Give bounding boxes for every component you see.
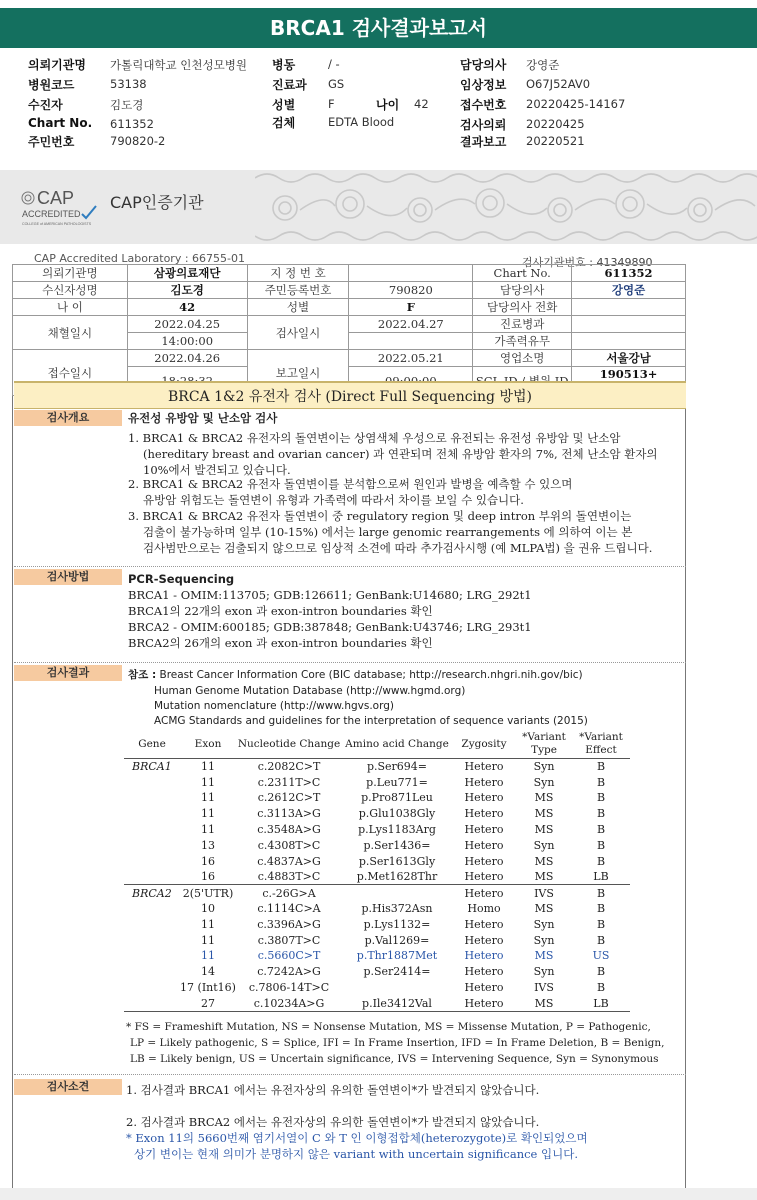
overview-line: 10%에서 발견되고 있습니다.	[143, 463, 291, 477]
variant-amino: p.Val1269=	[364, 933, 430, 947]
cap-accredited-logo	[20, 184, 110, 230]
variant-nucleotide: c.3548A>G	[257, 823, 321, 837]
info-cell: 지 정 번 호	[247, 265, 349, 282]
variant-row	[124, 869, 630, 885]
variant-zygosity: Hetero	[464, 917, 504, 931]
method-line: BRCA1 - OMIM:113705; GDB:126611; GenBank:U14680; LRG_292t1	[128, 588, 532, 602]
info-cell: 담당의사	[473, 282, 572, 299]
variant-gene	[124, 980, 180, 996]
variant-zygosity: Hetero	[464, 775, 504, 789]
info-cell: 790820	[349, 282, 473, 299]
report-header	[0, 54, 757, 150]
reference-acmg: ACMG Standards and guidelines for the interpretation of sequence variants (2015)	[154, 715, 588, 727]
results-label: 검사결과	[14, 665, 122, 681]
dept-value	[572, 316, 686, 333]
footnote: LP = Likely pathogenic, S = Splice, IFI = In Frame Insertion, IFD = In Frame Deletion, B = Benign,	[130, 1037, 665, 1049]
variant-zygosity: Hetero	[464, 981, 504, 995]
variant-nucleotide: c.2082C>T	[236, 759, 342, 775]
variant-zygosity: Hetero	[464, 933, 504, 947]
overview-line: 1. BRCA1 & BRCA2 유전자의 돌연변이는 상염색체 우성으로 유전되는 유전성 유방암 및 난소암	[128, 431, 621, 445]
variant-zygosity: Hetero	[464, 823, 504, 837]
variant-exon: 13	[201, 838, 215, 852]
variant-amino: p.Ser1436=	[363, 838, 431, 852]
draw-time: 14:00:00	[127, 333, 247, 350]
variant-row	[124, 964, 630, 980]
info-row	[13, 316, 686, 333]
variant-nucleotide: c.7242A>G	[257, 965, 321, 979]
variant-gene	[124, 932, 180, 948]
finding-brca1: 1. 검사결과 BRCA1 에서는 유전자상의 유의한 돌연변이*가 발견되지 않았습니다.	[126, 1083, 540, 1097]
reference-line	[128, 667, 583, 683]
rrn-label: 주민번호	[28, 135, 75, 149]
variant-effect: B	[596, 933, 606, 947]
variant-nucleotide: c.5660C>T	[257, 949, 321, 963]
variant-exon: 14	[201, 965, 215, 979]
result-value: 20220521	[526, 134, 585, 148]
hospital-code-label: 병원코드	[28, 78, 75, 92]
variant-zygosity: Homo	[467, 902, 501, 916]
variant-exon: 11	[180, 759, 236, 775]
hospital-code-value: 53138	[110, 77, 147, 91]
info-cell: Chart No.	[473, 265, 572, 282]
request-value: 20220425	[526, 117, 585, 131]
chart-label: Chart No.	[28, 116, 93, 130]
test-date: 2022.04.27	[349, 316, 473, 333]
variant-zygosity: Hetero	[464, 838, 504, 852]
variant-type: IVS	[516, 885, 572, 901]
variant-effect: LB	[593, 870, 609, 884]
variant-nucleotide: c.2311T>C	[257, 775, 321, 789]
variant-row	[124, 916, 630, 932]
variant-exon: 11	[201, 807, 215, 821]
variant-row	[124, 948, 630, 964]
patient-info-table	[12, 264, 686, 396]
footnote: * FS = Frameshift Mutation, NS = Nonsense Mutation, MS = Missense Mutation, P = Pathogenic,	[126, 1021, 651, 1033]
variant-type: MS	[534, 902, 554, 916]
patient-value: 김도경	[110, 98, 144, 112]
section-title: BRCA 1&2 유전자 검사 (Direct Full Sequencing 방법)	[14, 381, 686, 409]
info-row	[13, 265, 686, 282]
info-cell	[349, 265, 473, 282]
info-row	[13, 350, 686, 367]
report-date: 2022.05.21	[349, 350, 473, 367]
variant-gene: BRCA1	[124, 759, 180, 775]
info-cell: 담당의사 전화	[473, 299, 572, 316]
recv-label: 접수일시	[13, 350, 128, 396]
variant-gene	[124, 916, 180, 932]
variant-effect: B	[596, 791, 606, 805]
variant-zygosity: Hetero	[464, 949, 504, 963]
header-variant-effect: *Variant Effect	[572, 730, 630, 759]
info-cell	[572, 299, 686, 316]
dept-value: GS	[328, 77, 345, 91]
variant-gene: BRCA2	[124, 885, 180, 901]
variant-gene	[124, 806, 180, 822]
variant-effect: B	[596, 917, 606, 931]
overview-line: (hereditary breast and ovarian cancer) 과 연관되며 전체 유방암 환자의 7%, 전체 난소암 환자의	[143, 447, 658, 461]
variant-exon: 11	[201, 791, 215, 805]
variant-effect: B	[596, 823, 606, 837]
variant-gene	[124, 837, 180, 853]
overview-line: 2. BRCA1 & BRCA2 유전자 돌연변이를 분석함으로써 원인과 발병을 예측할 수 있으며	[128, 477, 573, 491]
variant-zygosity: Hetero	[452, 995, 516, 1011]
variant-nucleotide: c.10234A>G	[236, 995, 342, 1011]
draw-date: 2022.04.25	[127, 316, 247, 333]
cloud-pattern-decoration	[255, 170, 757, 244]
variant-type: MS	[534, 870, 554, 884]
overview-line: 유방암 위험도는 돌연변이 유형과 가족력에 따라서 차이를 보일 수 있습니다.	[143, 493, 524, 507]
variant-type: MS	[534, 823, 554, 837]
cap-logo-text: CAP	[37, 188, 75, 208]
variant-exon: 17 (Int16)	[180, 981, 236, 995]
variant-exon: 11	[201, 949, 215, 963]
info-cell: 성별	[247, 299, 349, 316]
checkmark-icon	[82, 206, 96, 218]
variant-row	[124, 822, 630, 838]
variant-effect: B	[596, 838, 606, 852]
variant-header-row	[124, 730, 630, 759]
overview-line: 3. BRCA1 & BRCA2 유전자 돌연변이 중 regulatory region 및 deep intron 부위의 돌연변이는	[128, 509, 632, 523]
variant-type: MS	[534, 807, 554, 821]
variant-amino: p.Ile3412Val	[342, 995, 452, 1011]
variant-exon: 10	[201, 902, 215, 916]
variant-gene	[124, 948, 180, 964]
sex-value: F	[328, 97, 335, 111]
variant-row	[124, 932, 630, 948]
result-label: 결과보고	[460, 135, 507, 149]
receipt-value: 20220425-14167	[526, 97, 626, 111]
specimen-value: EDTA Blood	[328, 115, 395, 129]
variant-effect: B	[572, 885, 630, 901]
divider	[14, 1074, 686, 1075]
age-value: 42	[414, 97, 429, 111]
header-gene: Gene	[124, 730, 180, 759]
reference-bic: Breast Cancer Information Core (BIC database; http://research.nhgri.nih.gov/bic)	[159, 669, 583, 681]
test-label: 검사일시	[247, 316, 349, 350]
variant-row	[124, 995, 630, 1011]
info-cell: 김도경	[127, 282, 247, 299]
variant-zygosity: Hetero	[464, 965, 504, 979]
clinical-value: O67J52AV0	[526, 77, 591, 91]
info-cell: F	[349, 299, 473, 316]
variant-zygosity: Hetero	[464, 791, 504, 805]
findings-label: 검사소견	[14, 1079, 122, 1095]
info-cell: 611352	[572, 265, 686, 282]
method-line: BRCA1의 22개의 exon 과 exon-intron boundaries 확인	[128, 604, 433, 618]
header-variant-type: *Variant Type	[516, 730, 572, 759]
doctor-label: 담당의사	[460, 58, 507, 72]
reference-hgvs: Mutation nomenclature (http://www.hgvs.org)	[154, 700, 394, 712]
report-label: 보고일시	[247, 350, 349, 396]
divider	[14, 566, 686, 567]
variant-gene	[124, 869, 180, 885]
report-title: BRCA1 검사결과보고서	[0, 8, 757, 48]
variant-exon: 11	[201, 933, 215, 947]
variant-amino	[342, 980, 452, 996]
header-exon: Exon	[180, 730, 236, 759]
family-value	[572, 333, 686, 350]
cap-lab-number: CAP Accredited Laboratory : 66755-01	[34, 252, 245, 265]
variant-nucleotide: c.3807T>C	[257, 933, 321, 947]
rrn-value: 790820-2	[110, 134, 166, 148]
variant-amino: p.Leu771=	[366, 775, 428, 789]
cap-certified-title: CAP인증기관	[110, 193, 204, 212]
age-label: 나이	[376, 98, 400, 112]
variant-amino: p.Glu1038Gly	[358, 807, 436, 821]
variant-type: Syn	[533, 933, 555, 947]
method-label: 검사방법	[14, 569, 122, 585]
variant-zygosity: Hetero	[464, 854, 504, 868]
clinical-label: 임상정보	[460, 78, 507, 92]
variant-row	[124, 806, 630, 822]
variant-nucleotide: c.3113A>G	[257, 807, 321, 821]
info-cell: 나 이	[13, 299, 128, 316]
receipt-label: 접수번호	[460, 98, 507, 112]
variant-amino: p.Pro871Leu	[361, 791, 433, 805]
sales-label: 영업소명	[473, 350, 572, 367]
cap-logo-sub: ACCREDITED	[22, 209, 81, 219]
info-row	[13, 282, 686, 299]
variant-exon: 16	[201, 870, 215, 884]
finding-brca2: 2. 검사결과 BRCA2 에서는 유전자상의 유의한 돌연변이*가 발견되지 않았습니다.	[126, 1115, 540, 1129]
variant-zygosity: Hetero	[452, 885, 516, 901]
finding-note: 상기 변이는 현재 의미가 분명하지 않은 variant with uncertain significance 입니다.	[134, 1147, 579, 1161]
method-line: BRCA2 - OMIM:600185; GDB:387848; GenBank:U43746; LRG_293t1	[128, 620, 532, 634]
reference-label: 참조 :	[128, 669, 157, 681]
variant-effect: LB	[572, 995, 630, 1011]
variant-row	[124, 980, 630, 996]
variant-type: MS	[534, 791, 554, 805]
info-cell: 주민등록번호	[247, 282, 349, 299]
specimen-label: 검체	[272, 116, 296, 130]
variant-table	[124, 730, 630, 1012]
variant-amino: p.Ser1613Gly	[358, 854, 436, 868]
sales-value: 서울강남	[572, 350, 686, 367]
sex-label: 성별	[272, 98, 296, 112]
variant-row	[124, 837, 630, 853]
footnote: LB = Likely benign, US = Uncertain significance, IVS = Intervening Sequence, Syn = Synonymous	[130, 1053, 659, 1065]
variant-effect: B	[596, 965, 606, 979]
variant-gene	[124, 774, 180, 790]
variant-type: Syn	[516, 759, 572, 775]
dept-label: 진료병과	[473, 316, 572, 333]
overview-label: 검사개요	[14, 410, 122, 426]
variant-row	[124, 885, 630, 901]
variant-amino: p.His372Asn	[361, 902, 433, 916]
variant-gene	[124, 822, 180, 838]
variant-gene	[124, 901, 180, 917]
variant-type: Syn	[533, 838, 555, 852]
doctor-value: 강영준	[526, 58, 560, 72]
variant-gene	[124, 790, 180, 806]
info-cell: 삼광의료재단	[127, 265, 247, 282]
variant-type: MS	[534, 854, 554, 868]
variant-exon: 16	[201, 854, 215, 868]
page-bottom-strip	[0, 1188, 757, 1200]
finding-note: * Exon 11의 5660번째 염기서열이 C 와 T 인 이형접합체(heterozygote)로 확인되었으며	[126, 1131, 588, 1145]
variant-amino: p.Ser694=	[342, 759, 452, 775]
variant-nucleotide: c.2612C>T	[257, 791, 321, 805]
variant-type: Syn	[533, 775, 555, 789]
info-cell: 42	[127, 299, 247, 316]
patient-label: 수진자	[28, 98, 63, 112]
variant-amino	[342, 885, 452, 901]
variant-zygosity: Hetero	[464, 807, 504, 821]
variant-type: Syn	[533, 917, 555, 931]
variant-row	[124, 759, 630, 775]
divider	[14, 662, 686, 663]
variant-nucleotide: c.4308T>C	[257, 838, 321, 852]
overview-line: 검출이 불가능하며 일부 (10-15%) 에서는 large genomic rearrangements 에 의하여 이는 본	[143, 525, 633, 539]
variant-row	[124, 853, 630, 869]
variant-amino: p.Lys1183Arg	[358, 823, 436, 837]
variant-effect: B	[596, 981, 606, 995]
variant-amino: p.Met1628Thr	[356, 870, 438, 884]
variant-amino: p.Ser2414=	[363, 965, 431, 979]
scl-value: 190513+	[572, 367, 686, 396]
variant-amino: p.Lys1132=	[363, 917, 431, 931]
cap-logo-small: COLLEGE of AMERICAN PATHOLOGISTS	[22, 222, 92, 226]
draw-label: 채혈일시	[13, 316, 128, 350]
variant-row	[124, 901, 630, 917]
variant-nucleotide: c.1114C>A	[257, 902, 321, 916]
header-nucleotide: Nucleotide Change	[236, 730, 342, 759]
info-row	[13, 299, 686, 316]
test-time	[349, 333, 473, 350]
variant-nucleotide: c.7806-14T>C	[248, 981, 330, 995]
info-cell: 의뢰기관명	[13, 265, 128, 282]
institution-number: 검사기관번호 : 41349890	[522, 256, 653, 269]
overview-line: 검사범만으로는 검출되지 않으므로 임상적 소견에 따라 추가검사시행 (예 MLPA법) 을 권유 드립니다.	[143, 541, 653, 555]
variant-effect: B	[596, 807, 606, 821]
variant-zygosity: Hetero	[464, 870, 504, 884]
dept-label: 진료과	[272, 78, 307, 92]
recv-date: 2022.04.26	[127, 350, 247, 367]
ward-value: / -	[328, 57, 340, 71]
variant-effect: B	[596, 775, 606, 789]
variant-effect: B	[596, 854, 606, 868]
variant-amino: p.Thr1887Met	[356, 949, 438, 963]
variant-row	[124, 790, 630, 806]
method-line: BRCA2의 26개의 exon 과 exon-intron boundaries 확인	[128, 636, 433, 650]
variant-nucleotide: c.-26G>A	[236, 885, 342, 901]
header-amino: Amino acid Change	[342, 730, 452, 759]
variant-gene	[124, 853, 180, 869]
variant-effect: B	[596, 902, 606, 916]
variant-exon: 2(5'UTR)	[180, 885, 236, 901]
variant-exon: 11	[201, 917, 215, 931]
variant-gene	[124, 964, 180, 980]
variant-nucleotide: c.4837A>G	[257, 854, 321, 868]
variant-type: MS	[534, 949, 554, 963]
variant-type: IVS	[534, 981, 554, 995]
variant-exon: 11	[201, 775, 215, 789]
overview-heading: 유전성 유방암 및 난소암 검사	[128, 411, 278, 425]
variant-exon: 11	[201, 823, 215, 837]
institution-label: 의뢰기관명	[28, 58, 86, 72]
family-label: 가족력유무	[473, 333, 572, 350]
variant-effect: B	[572, 759, 630, 775]
chart-value: 611352	[110, 117, 154, 131]
request-label: 검사의뢰	[460, 118, 507, 132]
info-cell: 수신자성명	[13, 282, 128, 299]
reference-hgmd: Human Genome Mutation Database (http://www.hgmd.org)	[154, 685, 466, 697]
variant-nucleotide: c.4883T>C	[257, 870, 321, 884]
variant-zygosity: Hetero	[452, 759, 516, 775]
variant-exon: 27	[180, 995, 236, 1011]
header-zygosity: Zygosity	[452, 730, 516, 759]
info-cell: 강영준	[572, 282, 686, 299]
method-heading: PCR-Sequencing	[128, 572, 235, 586]
variant-type: Syn	[533, 965, 555, 979]
institution-value: 가톨릭대학교 인천성모병원	[110, 58, 247, 72]
variant-gene	[124, 995, 180, 1011]
variant-row	[124, 774, 630, 790]
variant-nucleotide: c.3396A>G	[257, 917, 321, 931]
variant-type: MS	[516, 995, 572, 1011]
variant-effect: US	[592, 949, 610, 963]
ward-label: 병동	[272, 58, 296, 72]
